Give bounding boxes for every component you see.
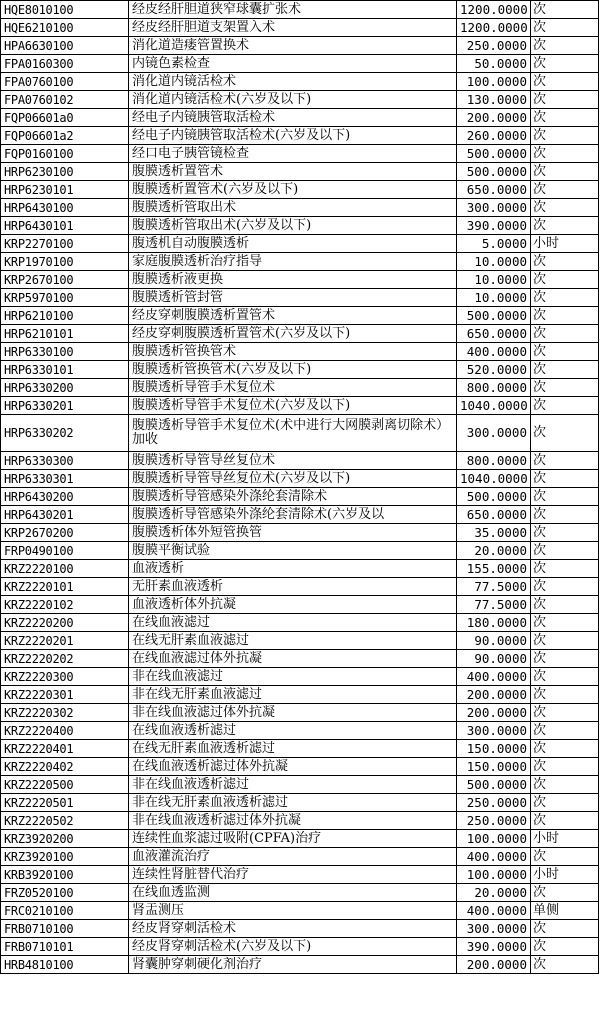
item-price-cell: 100.0000	[457, 830, 531, 848]
item-unit-cell: 次	[531, 614, 599, 632]
item-code-cell: HRP6430101	[1, 217, 129, 235]
item-unit-cell: 次	[531, 379, 599, 397]
item-code-cell: FRZ0520100	[1, 884, 129, 902]
item-price-cell: 500.0000	[457, 307, 531, 325]
item-code-cell: HRP6330101	[1, 361, 129, 379]
table-row	[1, 163, 599, 181]
item-code-cell: KRZ2220401	[1, 740, 129, 758]
item-unit-cell: 次	[531, 181, 599, 199]
item-name-cell: 血液灌流治疗	[129, 848, 457, 866]
table-row	[1, 361, 599, 379]
item-code-cell: KRZ2220500	[1, 776, 129, 794]
item-name-cell: 在线血液滤过	[129, 614, 457, 632]
table-row	[1, 668, 599, 686]
item-price-cell: 520.0000	[457, 361, 531, 379]
item-name-cell: 非在线血液滤过体外抗凝	[129, 704, 457, 722]
item-unit-cell: 次	[531, 884, 599, 902]
table-row	[1, 488, 599, 506]
table-row	[1, 938, 599, 956]
item-name-cell: 家庭腹膜透析治疗指导	[129, 253, 457, 271]
item-price-cell: 20.0000	[457, 542, 531, 560]
item-unit-cell: 次	[531, 361, 599, 379]
item-price-cell: 10.0000	[457, 253, 531, 271]
item-code-cell: KRP2670100	[1, 271, 129, 289]
item-price-cell: 20.0000	[457, 884, 531, 902]
table-row	[1, 397, 599, 415]
item-price-cell: 300.0000	[457, 920, 531, 938]
item-unit-cell: 次	[531, 668, 599, 686]
table-row	[1, 127, 599, 145]
item-price-cell: 800.0000	[457, 452, 531, 470]
item-code-cell: KRZ2220200	[1, 614, 129, 632]
item-name-cell: 腹膜透析导管手术复位术(术中进行大网膜剥离切除术）加收	[129, 415, 457, 452]
item-price-cell: 155.0000	[457, 560, 531, 578]
item-name-cell: 非在线无肝素血液透析滤过	[129, 794, 457, 812]
table-row	[1, 145, 599, 163]
item-code-cell: KRZ2220101	[1, 578, 129, 596]
item-unit-cell: 次	[531, 632, 599, 650]
item-unit-cell: 次	[531, 343, 599, 361]
item-name-cell: 腹膜透析体外短管换管	[129, 524, 457, 542]
item-unit-cell: 次	[531, 722, 599, 740]
table-row	[1, 686, 599, 704]
item-code-cell: KRZ2220102	[1, 596, 129, 614]
item-name-cell: 腹膜透析导管手术复位术(六岁及以下)	[129, 397, 457, 415]
item-name-cell: 非在线血液透析滤过	[129, 776, 457, 794]
item-price-cell: 100.0000	[457, 73, 531, 91]
table-row	[1, 632, 599, 650]
table-row	[1, 415, 599, 452]
item-code-cell: KRZ2220402	[1, 758, 129, 776]
item-unit-cell: 次	[531, 289, 599, 307]
item-price-cell: 10.0000	[457, 289, 531, 307]
table-row	[1, 830, 599, 848]
item-unit-cell: 次	[531, 37, 599, 55]
item-code-cell: KRZ3920100	[1, 848, 129, 866]
table-row	[1, 307, 599, 325]
item-code-cell: FRP0490100	[1, 542, 129, 560]
item-unit-cell: 小时	[531, 235, 599, 253]
item-code-cell: HRP6430200	[1, 488, 129, 506]
item-name-cell: 腹膜平衡试验	[129, 542, 457, 560]
item-code-cell: HRP6210100	[1, 307, 129, 325]
item-name-cell: 在线血液透析滤过	[129, 722, 457, 740]
table-row	[1, 704, 599, 722]
item-price-cell: 200.0000	[457, 704, 531, 722]
table-row	[1, 920, 599, 938]
item-code-cell: HRP6330100	[1, 343, 129, 361]
table-row	[1, 956, 599, 974]
item-unit-cell: 次	[531, 794, 599, 812]
price-table-body	[1, 1, 599, 974]
table-row	[1, 325, 599, 343]
item-price-cell: 400.0000	[457, 902, 531, 920]
item-price-cell: 90.0000	[457, 632, 531, 650]
item-name-cell: 非在线血液透析滤过体外抗凝	[129, 812, 457, 830]
item-unit-cell: 次	[531, 145, 599, 163]
item-name-cell: 经口电子胰管镜检查	[129, 145, 457, 163]
item-price-cell: 300.0000	[457, 415, 531, 452]
table-row	[1, 452, 599, 470]
item-name-cell: 腹膜透析管封管	[129, 289, 457, 307]
item-code-cell: KRZ2220502	[1, 812, 129, 830]
item-unit-cell: 次	[531, 55, 599, 73]
table-row	[1, 37, 599, 55]
item-code-cell: HRP6330301	[1, 470, 129, 488]
item-price-cell: 1200.0000	[457, 1, 531, 19]
table-row	[1, 524, 599, 542]
table-row	[1, 812, 599, 830]
table-row	[1, 884, 599, 902]
item-unit-cell: 次	[531, 776, 599, 794]
item-name-cell: 消化道内镜活检术(六岁及以下)	[129, 91, 457, 109]
item-unit-cell: 次	[531, 704, 599, 722]
item-name-cell: 血液透析体外抗凝	[129, 596, 457, 614]
item-name-cell: 在线血透监测	[129, 884, 457, 902]
item-price-cell: 500.0000	[457, 488, 531, 506]
table-row	[1, 722, 599, 740]
item-name-cell: 经皮穿刺腹膜透析置管术(六岁及以下)	[129, 325, 457, 343]
item-name-cell: 血液透析	[129, 560, 457, 578]
table-row	[1, 181, 599, 199]
item-name-cell: 腹膜透析管取出术(六岁及以下)	[129, 217, 457, 235]
item-name-cell: 连续性肾脏替代治疗	[129, 866, 457, 884]
item-code-cell: HRP6330200	[1, 379, 129, 397]
item-name-cell: 腹膜透析导管导丝复位术	[129, 452, 457, 470]
item-price-cell: 250.0000	[457, 37, 531, 55]
item-code-cell: KRZ2220400	[1, 722, 129, 740]
item-price-cell: 50.0000	[457, 55, 531, 73]
item-name-cell: 在线血液滤过体外抗凝	[129, 650, 457, 668]
item-code-cell: FPA0760100	[1, 73, 129, 91]
item-name-cell: 在线无肝素血液透析滤过	[129, 740, 457, 758]
item-code-cell: FPA0160300	[1, 55, 129, 73]
item-unit-cell: 次	[531, 560, 599, 578]
item-price-cell: 390.0000	[457, 217, 531, 235]
item-unit-cell: 次	[531, 19, 599, 37]
table-row	[1, 235, 599, 253]
item-code-cell: HRP6230101	[1, 181, 129, 199]
item-code-cell: KRP5970100	[1, 289, 129, 307]
item-price-cell: 1040.0000	[457, 470, 531, 488]
item-code-cell: FQP06601a0	[1, 109, 129, 127]
item-name-cell: 经电子内镜胰管取活检术	[129, 109, 457, 127]
item-name-cell: 经皮经肝胆道支架置入术	[129, 19, 457, 37]
item-unit-cell: 次	[531, 397, 599, 415]
item-name-cell: 经电子内镜胰管取活检术(六岁及以下)	[129, 127, 457, 145]
item-code-cell: KRP2670200	[1, 524, 129, 542]
item-price-cell: 800.0000	[457, 379, 531, 397]
item-unit-cell: 次	[531, 650, 599, 668]
table-row	[1, 470, 599, 488]
item-unit-cell: 小时	[531, 830, 599, 848]
item-unit-cell: 次	[531, 920, 599, 938]
item-name-cell: 经皮经肝胆道狭窄球囊扩张术	[129, 1, 457, 19]
item-code-cell: FRB0710101	[1, 938, 129, 956]
item-unit-cell: 次	[531, 307, 599, 325]
table-row	[1, 55, 599, 73]
item-price-cell: 77.5000	[457, 596, 531, 614]
table-row	[1, 866, 599, 884]
item-price-cell: 200.0000	[457, 686, 531, 704]
item-code-cell: FQP0160100	[1, 145, 129, 163]
item-code-cell: HRP6330201	[1, 397, 129, 415]
item-name-cell: 腹膜透析导管手术复位术	[129, 379, 457, 397]
item-price-cell: 400.0000	[457, 848, 531, 866]
item-unit-cell: 次	[531, 578, 599, 596]
item-code-cell: HRP6430201	[1, 506, 129, 524]
item-code-cell: KRZ2220501	[1, 794, 129, 812]
table-row	[1, 542, 599, 560]
item-unit-cell: 次	[531, 470, 599, 488]
item-price-cell: 150.0000	[457, 740, 531, 758]
item-unit-cell: 次	[531, 253, 599, 271]
item-name-cell: 在线无肝素血液滤过	[129, 632, 457, 650]
item-price-cell: 150.0000	[457, 758, 531, 776]
item-code-cell: KRP2270100	[1, 235, 129, 253]
item-price-cell: 400.0000	[457, 343, 531, 361]
item-unit-cell: 次	[531, 1, 599, 19]
item-name-cell: 非在线无肝素血液滤过	[129, 686, 457, 704]
item-unit-cell: 次	[531, 163, 599, 181]
item-price-cell: 1200.0000	[457, 19, 531, 37]
table-row	[1, 506, 599, 524]
item-code-cell: KRZ2220300	[1, 668, 129, 686]
item-name-cell: 经皮肾穿刺活检术	[129, 920, 457, 938]
item-code-cell: HRB4810100	[1, 956, 129, 974]
item-name-cell: 经皮肾穿刺活检术(六岁及以下)	[129, 938, 457, 956]
item-name-cell: 腹膜透析液更换	[129, 271, 457, 289]
item-code-cell: HRP6330300	[1, 452, 129, 470]
item-price-cell: 300.0000	[457, 722, 531, 740]
item-unit-cell: 次	[531, 524, 599, 542]
table-row	[1, 199, 599, 217]
item-code-cell: HRP6210101	[1, 325, 129, 343]
item-price-cell: 500.0000	[457, 776, 531, 794]
item-code-cell: FQP06601a2	[1, 127, 129, 145]
item-price-cell: 250.0000	[457, 812, 531, 830]
table-row	[1, 758, 599, 776]
item-unit-cell: 小时	[531, 866, 599, 884]
item-code-cell: HPA6630100	[1, 37, 129, 55]
item-price-cell: 200.0000	[457, 109, 531, 127]
item-name-cell: 无肝素血液透析	[129, 578, 457, 596]
item-price-cell: 5.0000	[457, 235, 531, 253]
item-price-cell: 200.0000	[457, 956, 531, 974]
item-unit-cell: 次	[531, 812, 599, 830]
item-code-cell: HQE8010100	[1, 1, 129, 19]
table-row	[1, 794, 599, 812]
item-price-cell: 650.0000	[457, 181, 531, 199]
table-row	[1, 614, 599, 632]
item-price-cell: 130.0000	[457, 91, 531, 109]
item-price-cell: 650.0000	[457, 325, 531, 343]
table-row	[1, 109, 599, 127]
item-price-cell: 300.0000	[457, 199, 531, 217]
table-row	[1, 343, 599, 361]
item-price-cell: 77.5000	[457, 578, 531, 596]
item-name-cell: 腹膜透析导管感染外涤纶套清除术	[129, 488, 457, 506]
item-unit-cell: 次	[531, 848, 599, 866]
item-name-cell: 腹膜透析管取出术	[129, 199, 457, 217]
item-unit-cell: 次	[531, 542, 599, 560]
item-name-cell: 腹膜透析导管导丝复位术(六岁及以下)	[129, 470, 457, 488]
item-unit-cell: 次	[531, 73, 599, 91]
item-unit-cell: 次	[531, 199, 599, 217]
item-unit-cell: 次	[531, 506, 599, 524]
item-code-cell: KRP1970100	[1, 253, 129, 271]
table-row	[1, 560, 599, 578]
table-row	[1, 91, 599, 109]
table-row	[1, 1, 599, 19]
item-unit-cell: 次	[531, 127, 599, 145]
table-row	[1, 73, 599, 91]
table-row	[1, 379, 599, 397]
item-price-cell: 250.0000	[457, 794, 531, 812]
item-price-cell: 90.0000	[457, 650, 531, 668]
item-code-cell: HRP6430100	[1, 199, 129, 217]
table-row	[1, 650, 599, 668]
item-price-cell: 35.0000	[457, 524, 531, 542]
item-name-cell: 腹膜透析导管感染外涤纶套清除术(六岁及以	[129, 506, 457, 524]
item-name-cell: 腹透机自动腹膜透析	[129, 235, 457, 253]
item-unit-cell: 次	[531, 596, 599, 614]
table-row	[1, 596, 599, 614]
item-name-cell: 连续性血浆滤过吸附(CPFA)治疗	[129, 830, 457, 848]
table-row	[1, 740, 599, 758]
item-unit-cell: 次	[531, 271, 599, 289]
item-price-cell: 260.0000	[457, 127, 531, 145]
item-name-cell: 非在线血液滤过	[129, 668, 457, 686]
item-unit-cell: 次	[531, 740, 599, 758]
item-name-cell: 腹膜透析管换管术	[129, 343, 457, 361]
item-price-cell: 10.0000	[457, 271, 531, 289]
item-code-cell: FPA0760102	[1, 91, 129, 109]
table-row	[1, 776, 599, 794]
item-unit-cell: 次	[531, 938, 599, 956]
item-name-cell: 在线血液透析滤过体外抗凝	[129, 758, 457, 776]
item-name-cell: 消化道造瘘管置换术	[129, 37, 457, 55]
item-unit-cell: 次	[531, 686, 599, 704]
item-name-cell: 内镜色素检查	[129, 55, 457, 73]
item-unit-cell: 次	[531, 217, 599, 235]
item-name-cell: 肾囊肿穿刺硬化剂治疗	[129, 956, 457, 974]
item-code-cell: FRC0210100	[1, 902, 129, 920]
item-name-cell: 消化道内镜活检术	[129, 73, 457, 91]
table-row	[1, 19, 599, 37]
table-row	[1, 253, 599, 271]
item-name-cell: 腹膜透析置管术	[129, 163, 457, 181]
table-row	[1, 289, 599, 307]
item-price-cell: 500.0000	[457, 145, 531, 163]
table-row	[1, 271, 599, 289]
item-code-cell: FRB0710100	[1, 920, 129, 938]
item-code-cell: KRZ2220202	[1, 650, 129, 668]
item-code-cell: HQE6210100	[1, 19, 129, 37]
item-unit-cell: 次	[531, 415, 599, 452]
item-name-cell: 经皮穿刺腹膜透析置管术	[129, 307, 457, 325]
item-code-cell: KRZ2220201	[1, 632, 129, 650]
item-price-cell: 100.0000	[457, 866, 531, 884]
item-unit-cell: 次	[531, 91, 599, 109]
table-row	[1, 902, 599, 920]
item-code-cell: KRZ3920200	[1, 830, 129, 848]
item-name-cell: 腹膜透析置管术(六岁及以下)	[129, 181, 457, 199]
item-unit-cell: 次	[531, 488, 599, 506]
item-price-cell: 1040.0000	[457, 397, 531, 415]
item-unit-cell: 次	[531, 956, 599, 974]
item-price-cell: 180.0000	[457, 614, 531, 632]
item-unit-cell: 单侧	[531, 902, 599, 920]
item-code-cell: KRZ2220301	[1, 686, 129, 704]
item-unit-cell: 次	[531, 758, 599, 776]
item-price-cell: 500.0000	[457, 163, 531, 181]
item-unit-cell: 次	[531, 325, 599, 343]
item-code-cell: KRZ2220302	[1, 704, 129, 722]
item-price-cell: 650.0000	[457, 506, 531, 524]
item-name-cell: 腹膜透析管换管术(六岁及以下)	[129, 361, 457, 379]
item-code-cell: HRP6230100	[1, 163, 129, 181]
item-unit-cell: 次	[531, 452, 599, 470]
table-row	[1, 848, 599, 866]
item-code-cell: KRZ2220100	[1, 560, 129, 578]
item-price-cell: 390.0000	[457, 938, 531, 956]
item-code-cell: KRB3920100	[1, 866, 129, 884]
table-row	[1, 217, 599, 235]
item-name-cell: 肾盂测压	[129, 902, 457, 920]
item-code-cell: HRP6330202	[1, 415, 129, 452]
table-row	[1, 578, 599, 596]
item-unit-cell: 次	[531, 109, 599, 127]
item-price-cell: 400.0000	[457, 668, 531, 686]
